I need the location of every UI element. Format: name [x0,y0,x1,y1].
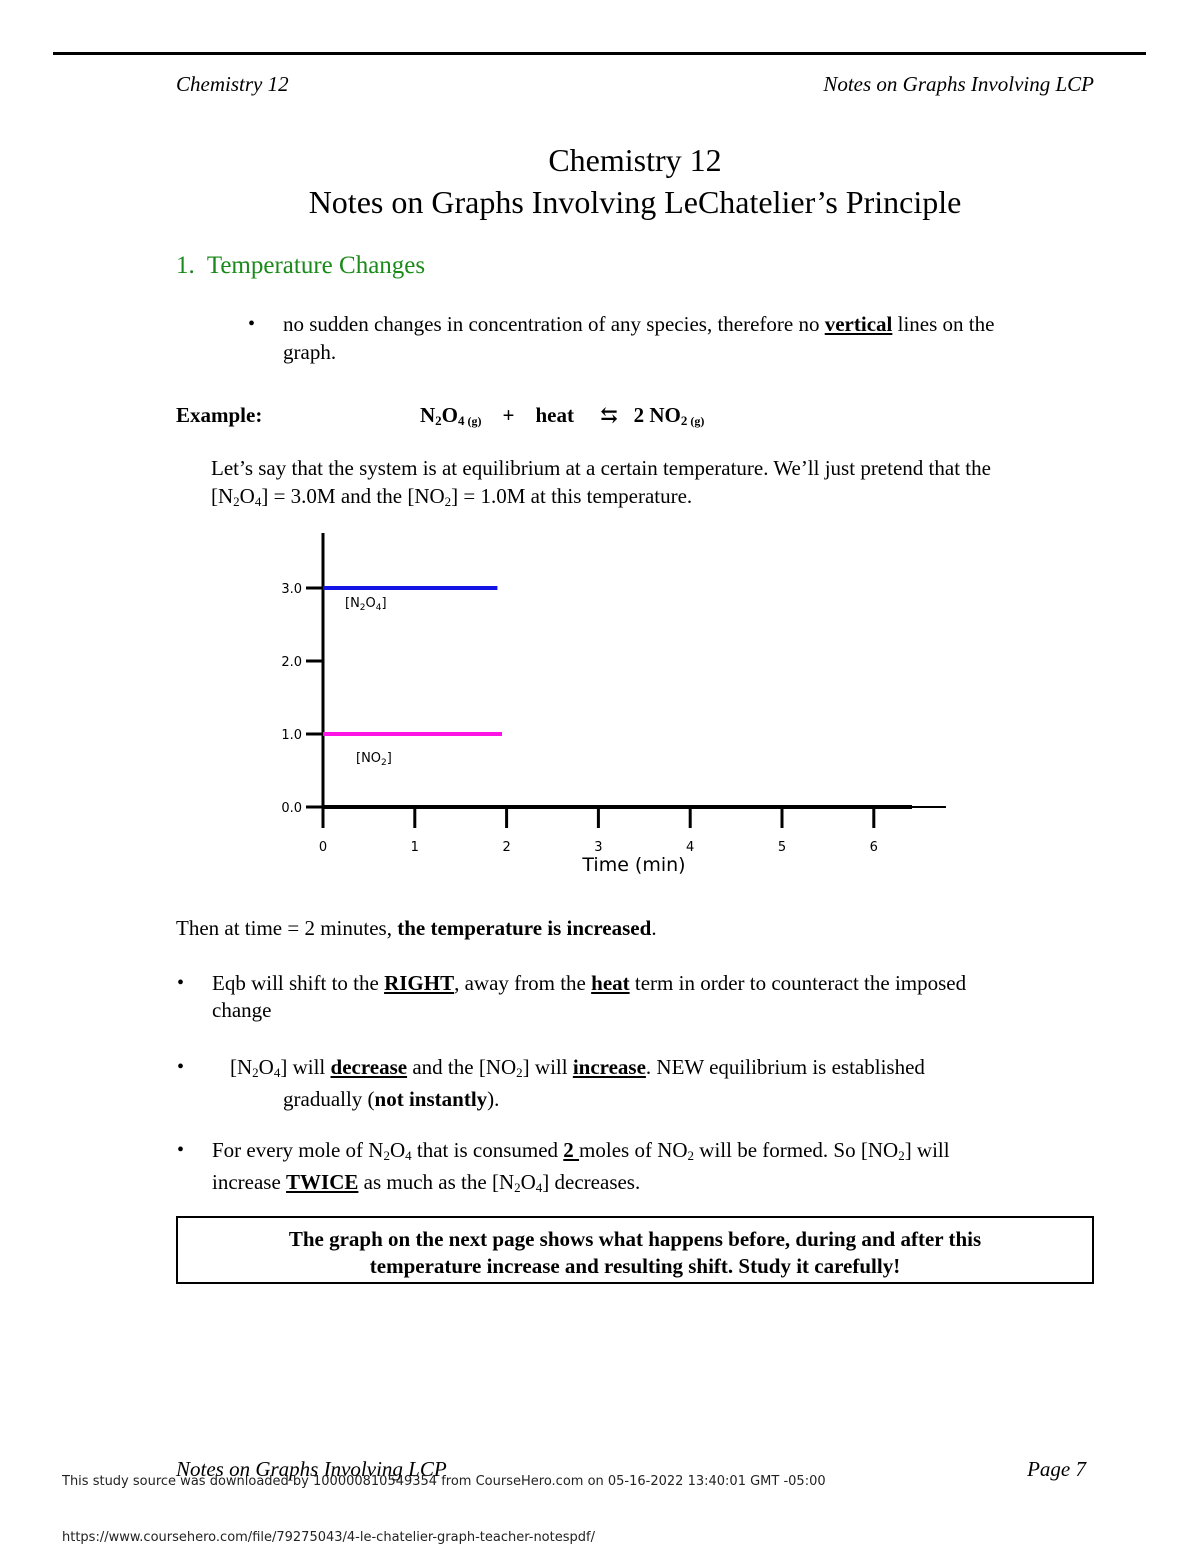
intro-line2: $[N_2O_4] = 3.0M$ and the $[NO_2] = 1.0M$ at this temperature. [211,484,693,509]
footer-left: Notes on Graphs Involving LCP [176,1457,447,1481]
x-axis-label: Time (min) [582,854,686,876]
header-left: Chemistry 12 [176,72,289,96]
title-line2: Notes on Graphs Involving LeChatelier’s Principle [308,184,962,220]
bullet-twice: • For every mole of $N_2O_4$ that is consumed 2 moles of $NO_2$ will be formed. So $[NO_2]$ will increase TWICE as much as the $[N_2O_4]$ decreases. [212,1137,1092,1201]
y-tick-label: 2.0 [281,655,302,670]
download-url[interactable]: https://www.coursehero.com/file/79275043/4-le-chatelier-graph-teacher-notespdf/ [62,1530,595,1545]
section-number: 1. [176,252,195,279]
note-bullet: • no sudden changes in concentration of any species, therefore no vertical lines on the [283,311,1103,338]
series-label-1: $[NO_2]$ [356,751,392,768]
section-label: Temperature Changes [206,252,426,279]
note-vertical: vertical [824,312,893,336]
header-right: Notes on Graphs Involving LCP [823,72,1094,96]
then-line: Then at time = 2 minutes, the temperature is increased. [176,916,657,940]
x-tick-label: 3 [594,840,603,855]
x-tick-label: 5 [777,840,787,855]
callout-line2: temperature increase and resulting shift. Study it carefully! [369,1254,901,1278]
y-tick-label: 3.0 [281,582,302,597]
download-notice: This study source was downloaded by 100000810549354 from CourseHero.com on 05-16-2022 13:40:01 GMT -05:00 [62,1474,826,1489]
footer-page: Page 7 [1027,1457,1086,1481]
title-line1: Chemistry 12 [548,142,722,178]
example-label: Example: [176,403,263,427]
callout-box [176,1216,1094,1284]
x-tick-label: 4 [686,840,695,855]
x-tick-label: 0 [318,840,328,855]
bullet-concentrations: • $[N_2O_4]$ will decrease and the $[NO_2]$ will increase. NEW equilibrium is established gradually (not instantly). [212,1054,1092,1113]
intro-line1: Let’s say that the system is at equilibrium at a certain temperature. We’ll just pretend that the [211,456,991,480]
x-tick-label: 2 [502,840,511,855]
x-tick-label: 1 [410,840,419,855]
x-tick-label: 6 [869,840,878,855]
y-tick-label: 0.0 [281,801,302,816]
example-equation: $N_2O_4$ $_{(g)}$ + heat ⇆ 2 $NO_2$ $_{(g)}$ [420,403,705,428]
bullet-shift-right: • Eqb will shift to the RIGHT, away from the heat term in order to counteract the imposed change [212,970,1092,1024]
callout-line1: The graph on the next page shows what happens before, during and after this [288,1227,982,1251]
y-tick-label: 1.0 [281,728,302,743]
series-label-0: $[N_2O_4]$ [345,596,387,613]
equilibrium-arrow: ⇆ [600,403,618,427]
note-line2: graph. [283,340,337,364]
